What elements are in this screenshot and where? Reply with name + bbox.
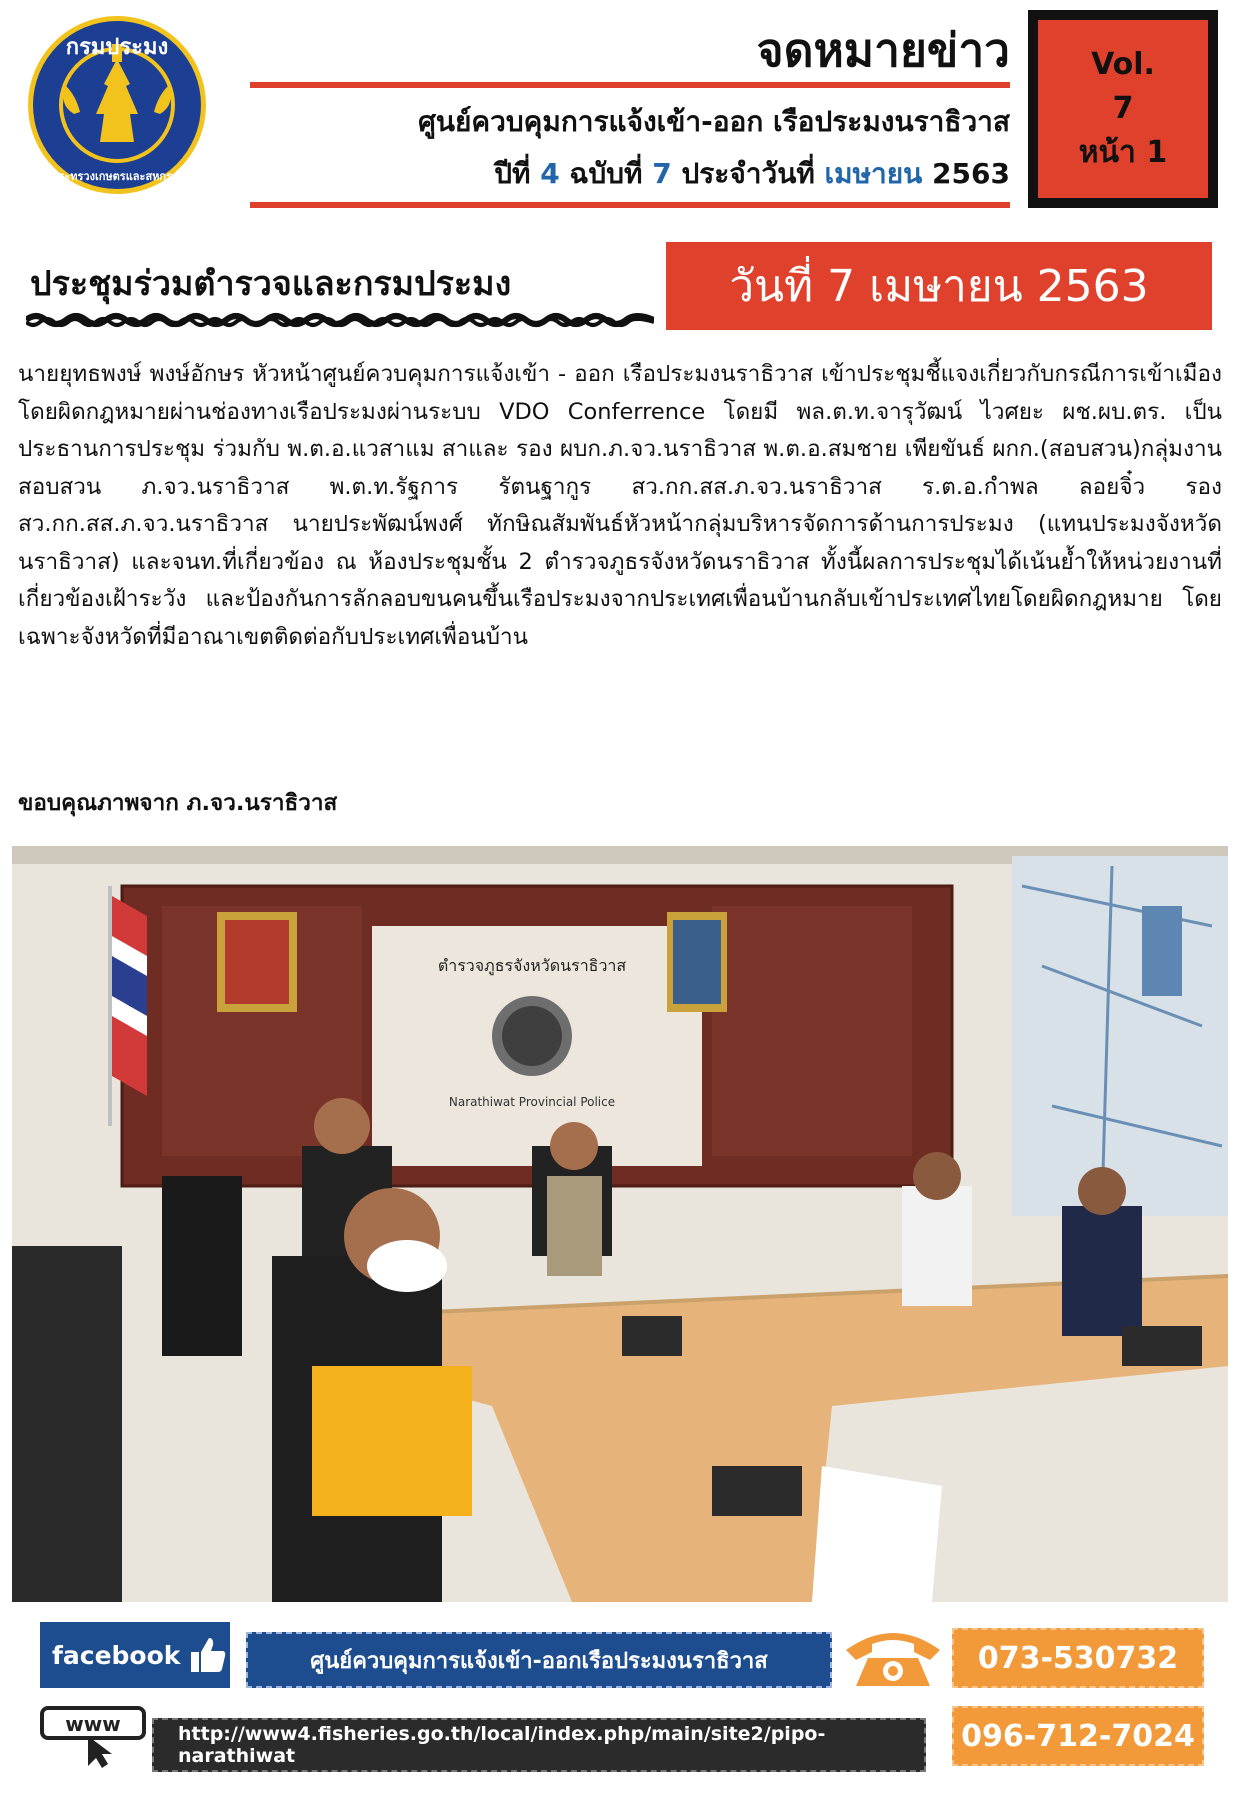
article-date-banner: วันที่ 7 เมษายน 2563: [666, 242, 1212, 330]
meeting-photo: [12, 846, 1228, 1602]
department-of-fisheries-logo: [26, 14, 208, 196]
www-cursor-icon: [40, 1706, 146, 1768]
header-divider-bottom: [250, 202, 1010, 208]
article-headline: ประชุมร่วมตำรวจและกรมประมง: [30, 264, 512, 304]
volume-box: [1028, 10, 1218, 208]
page-number: หน้า 1: [1078, 135, 1168, 170]
volume-number: 7: [1112, 91, 1134, 126]
phone-number-1[interactable]: 073-530732: [952, 1628, 1204, 1688]
photo-sign-english: Narathiwat Provincial Police: [448, 1095, 616, 1109]
photo-credit: ขอบคุณภาพจาก ภ.จว.นราธิวาส: [18, 790, 338, 816]
website-url[interactable]: http://www4.fisheries.go.th/local/index.php/main/site2/pipo-narathiwat: [152, 1718, 926, 1772]
issue-line: ปีที่ 4 ฉบับที่ 7 ประจำวันที่ เมษายน 2563: [494, 157, 1010, 190]
facebook-badge[interactable]: [40, 1622, 230, 1688]
issue-year: 4: [540, 157, 560, 190]
header-divider-top: [250, 82, 1010, 88]
issue-number: 7: [652, 157, 672, 190]
article-body: นายยุทธพงษ์ พงษ์อักษร หัวหน้าศูนย์ควบคุมการแจ้งเข้า - ออก เรือประมงนราธิวาส เข้าประชุมชี้แจงเกี่ยวกับกรณีการเข้าเมืองโดยผิดกฎหมายผ่านช่องทางเรือประมงผ่านระบบ VDO Conferrence โดยมี พล.ต.ท.จารุวัฒน์ ไวศยะ ผช.ผบ.ตร. เป็นประธานการประชุม ร่วมกับ พ.ต.อ.แวสาแม สาและ รอง ผบก.ภ.จว.นราธิวาส พ.ต.อ.สมชาย เพียขันธ์ ผกก.(สอบสวน)กลุ่มงานสอบสวน ภ.จว.นราธิวาส พ.ต.ท.รัฐการ รัตนฐากูร สว.กก.สส.ภ.จว.นราธิวาส ร.ต.อ.กำพล ลอยจิ๋ว รองสว.กก.สส.ภ.จว.นราธิวาส นายประพัฒน์พงศ์ ทักษิณสัมพันธ์หัวหน้ากลุ่มบริหารจัดการด้านการประมง (แทนประมงจังหวัดนราธิวาส) และจนท.ที่เกี่ยวข้อง ณ ห้องประชุมชั้น 2 ตำรวจภูธรจังหวัดนราธิวาส ทั้งนี้ผลการประชุมได้เน้นย้ำให้หน่วยงานที่เกี่ยวข้องเฝ้าระวัง และป้องกันการลักลอบขนคนขึ้นเรือประมงจากประเทศเพื่อนบ้านกลับเข้าประเทศไทยโดยผิดกฎหมาย โดยเฉพาะจังหวัดที่มีอาณาเขตติดต่อกับประเทศเพื่อนบ้าน: [18, 361, 1222, 650]
www-label: www: [65, 1712, 121, 1736]
logo-text-top: กรมประมง: [65, 35, 169, 60]
facebook-label: facebook: [52, 1640, 181, 1670]
thumbs-up-icon: [188, 1635, 228, 1675]
phone-number-2[interactable]: 096-712-7024: [952, 1706, 1204, 1766]
issue-month: เมษายน: [824, 157, 923, 190]
logo-text-bottom: กระทรวงเกษตรและสหกรณ์: [51, 170, 183, 183]
facebook-page-name[interactable]: ศูนย์ควบคุมการแจ้งเข้า-ออกเรือประมงนราธิวาส: [246, 1632, 832, 1688]
headline-underline: [26, 312, 654, 328]
telephone-icon: [838, 1624, 948, 1690]
newsletter-title: จดหมายข่าว: [756, 23, 1010, 77]
photo-sign-text: ตำรวจภูธรจังหวัดนราธิวาส: [437, 956, 627, 975]
volume-label: Vol.: [1091, 47, 1155, 82]
newsletter-subtitle: ศูนย์ควบคุมการแจ้งเข้า-ออก เรือประมงนราธิวาส: [418, 105, 1010, 138]
